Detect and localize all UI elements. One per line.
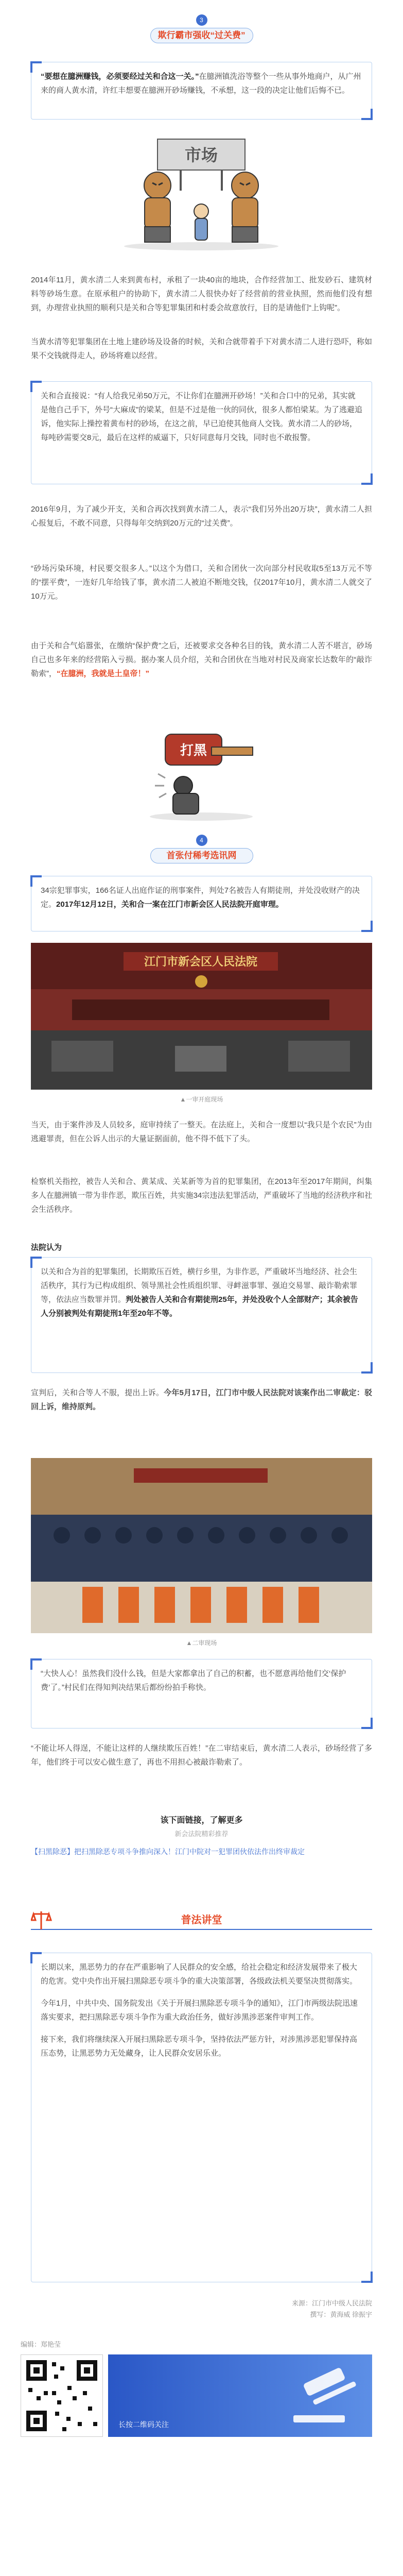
source-line: 来源：江门市中级人民法院 — [291, 2299, 372, 2307]
verdict-text: 以关和合为首的犯罪集团，长期欺压百姓，横行乡里，为非作恶，严重破坏当地经济、社会生活秩序，其行为已构成组织、领导黑社会性质组织罪、寻衅滋事罪、强迫交易罪、敲诈勒索罪等，依法应当数罪并罚。 — [41, 1267, 358, 1304]
section-number-badge: 3 — [196, 14, 207, 26]
corner-bracket — [361, 2272, 373, 2283]
corner-bracket — [30, 1952, 42, 1963]
related-title: 该下面链接，了解更多 — [160, 1816, 243, 1825]
quote-text: 在臆洲镇洗浴等整个一些从事外地商户，从广州来的商人黄水清，许红丰想要在臆洲开砂场赚钱，不承想，这一段的决定让他们后悔不已。 — [41, 72, 361, 95]
cartoon-market-thugs — [109, 129, 294, 252]
section-number-badge: 4 — [196, 835, 207, 846]
corner-bracket — [361, 1718, 373, 1729]
lecture-paragraph: 今年1月，中共中央、国务院发出《关于开展扫黑除恶专项斗争的通知》，江门市两级法院迅速落实要求，把扫黑除恶专项斗争作为重大政治任务，做好涉黑涉恶案件审判工作。 — [41, 1999, 358, 2022]
lecture-paragraph: 长期以来，黑恶势力的存在严重影响了人民群众的安全感，给社会稳定和经济发展带来了极大的危害。党中央作出开展扫黑除恶专项斗争的重大决策部署，各级政法机关要坚决贯彻落实。 — [41, 1963, 358, 1986]
quote-box-villagers — [31, 1659, 372, 1728]
quote-lead: “要想在臆洲赚钱，必须要经过关和合这一关。” — [41, 72, 199, 81]
quote-box-intro — [31, 62, 372, 120]
related-subtitle: 新会法院精彩推荐 — [174, 1830, 229, 1838]
related-article-link[interactable]: 【扫黑除恶】把扫黑除恶专项斗争推向深入！江门中院对一犯罪团伙依法作出终审裁定 — [31, 1848, 305, 1856]
court-banner — [108, 2354, 372, 2437]
paragraph: “不能让坏人得逞，不能让这样的人继续欺压百姓！”在二审结束后，黄水清二人表示，砂场经营了多年，他们终于可以安心做生意了，再也不用担心被敲诈勒索了。 — [31, 1744, 372, 1767]
paragraph-text: 宣判后，关和合等人不服，提出上诉。 — [31, 1388, 164, 1397]
quote-box-threat — [31, 381, 372, 484]
cartoon-fist-text: 打黑 — [180, 743, 207, 758]
quote-text: 34宗犯罪事实，166名证人出庭作证的刑事案件，判处7名被告人有期徒刑，并处没收财产的决定。 — [41, 886, 360, 909]
section-title: 欺行霸市强收“过关费” — [150, 28, 253, 43]
verdict-box — [31, 1257, 372, 1373]
section-title: 首张付稀考选讯网 — [150, 848, 253, 863]
paragraph: 2016年9月，为了减少开支，关和合再次找到黄水清二人，表示“我们另外出20万块”，黄水清二人担心报复后，不敢不同意，只得每年交纳到20万元的“过关费”。 — [31, 505, 372, 528]
photo-caption: ▲一审开庭现场 — [180, 1096, 223, 1103]
courtroom-photo-second-trial — [31, 1458, 372, 1633]
section-header-4 — [0, 835, 403, 863]
gavel-icon — [293, 2367, 357, 2422]
article-source — [292, 2298, 372, 2320]
verdict-bold: 判处被告人关和合有期徒刑25年，并处没收个人全部财产；其余被告人分别被判处有期徒刑1年至20年不等。 — [41, 1295, 358, 1318]
corner-bracket — [30, 61, 42, 73]
paragraph — [31, 639, 372, 681]
quote-text: “大快人心！虽然我们没什么钱，但是大家都拿出了自己的积蓄，也不愿意再给他们交‘保护费’了。”村民们在得知判决结果后都纷纷拍手称快。 — [41, 1669, 346, 1692]
court-sign: 江门市新会区人民法院 — [144, 956, 258, 969]
courtroom-illustration — [31, 1458, 372, 1633]
quote-box-trial — [31, 876, 372, 931]
courtroom-photo-first-trial — [31, 943, 372, 1090]
courtroom-illustration — [31, 943, 372, 1090]
paragraph: 2014年11月，黄水清二人来到黄布村，承租了一块40亩的地块，合作经营加工、批发砂石、建筑材料等砂场生意。在原承租户的协助下，黄水清二人很快办好了经营前的营业执照，然而他们没有想到，办理营业执照的顺利只是关和合等犯罪集团和村委会故意放行，目的是请他们“上钩呢”。 — [31, 276, 372, 312]
related-articles — [31, 1814, 372, 1858]
qr-caption: 长按二维码关注 — [118, 2420, 169, 2429]
paragraph: 当黄水清等犯罪集团在土地上建砂场及设备的时候，关和合就带着手下对黄水清二人进行恐吓，称如果不交钱就得走人，砂场将难以经营。 — [31, 337, 372, 360]
paragraph: 当天，由于案件涉及人员较多，庭审持续了一整天。在法庭上，关和合一度想以“我只是个农民”为由逃避罪责，但在公诉人出示的大量证据面前，他不得不低下了头。 — [31, 1121, 372, 1143]
lecture-title: 普法讲堂 — [181, 1914, 222, 1926]
paragraph-text: 由于关和合气焰嚣张，在缴纳“保护费”之后，还被要求交各种名目的钱，黄水清二人苦不堪言，砂场自己也多年来的经营陷入亏损。据办案人员介绍，关和合团伙在当地对村民及商家长达数年的“敲诈勒索”， — [31, 641, 372, 678]
corner-bracket — [361, 921, 373, 932]
cartoon-sign-text: 市场 — [184, 145, 218, 165]
paragraph: “砂场污染环境，村民要交很多人。”以这个为借口，关和合团伙一次向部分村民收取5至13万元不等的“摆平费”，一连好几年给钱了事，黄水清二人被迫不断地交钱，仅2017年10月，黄水清二人就交了10万元。 — [31, 564, 372, 601]
corner-bracket — [30, 1257, 42, 1268]
quote-text: 关和合直接说：“有人给我兄弟50万元，不让你们在臆洲开砂场！”关和合口中的兄弟，其实就是他自己手下，外号“大麻成”的梁某，但是不过是他一伙的同伙，很多人都怕梁某。为了逃避追诉，他实际上操控着黄布村的砂场，在这之前，早已迫使其他商人交钱。黄水清二人的砂场，每吨砂需要交8元，最后在这样的威逼下，只好同意每月交钱，同时也不敢报警。 — [41, 392, 362, 442]
lecture-paragraph: 接下来，我们将继续深入开展扫黑除恶专项斗争，坚持依法严惩方针，对涉黑涉恶犯罪保持高压态势，让黑恶势力无处藏身，让人民群众安居乐业。 — [41, 2035, 358, 2058]
author-line: 撰写：黄海威 徐振宇 — [310, 2311, 372, 2318]
cartoon-crackdown-fist — [134, 721, 268, 824]
paragraph — [31, 1386, 372, 1414]
qr-code[interactable] — [21, 2354, 103, 2437]
highlight-text: “在臆洲，我就是土皇帝！” — [57, 669, 150, 678]
corner-bracket — [361, 473, 373, 485]
lecture-box — [31, 1953, 372, 2282]
scales-icon — [31, 1911, 51, 1929]
court-holding-title: 法院认为 — [31, 1243, 62, 1252]
paragraph: 检察机关指控，被告人关和合、黄某成、关某新等为首的犯罪集团，在2013年至2017年期间，纠集多人在臆洲镇一带为非作恶，欺压百姓，共实施34宗违法犯罪活动，严重破坏了当地的经济秩序和社会生活秩序。 — [31, 1177, 372, 1214]
section-header-3 — [0, 14, 403, 43]
photo-caption: ▲二审现场 — [186, 1639, 217, 1647]
quote-bold: 2017年12月12日，关和合一案在江门市新会区人民法院开庭审理。 — [56, 900, 284, 909]
corner-bracket — [30, 875, 42, 887]
qr-code-image — [21, 2355, 102, 2436]
corner-bracket — [30, 1658, 42, 1670]
editor-label: 编辑：郑艳莹 — [21, 2341, 61, 2348]
paragraph-bold: 今年5月17日，江门市中级人民法院对该案作出二审裁定：驳回上诉，维持原判。 — [31, 1388, 372, 1411]
section-header-law-lecture — [31, 1906, 372, 1937]
corner-bracket — [361, 109, 373, 120]
corner-bracket — [30, 381, 42, 392]
corner-bracket — [361, 1362, 373, 1374]
